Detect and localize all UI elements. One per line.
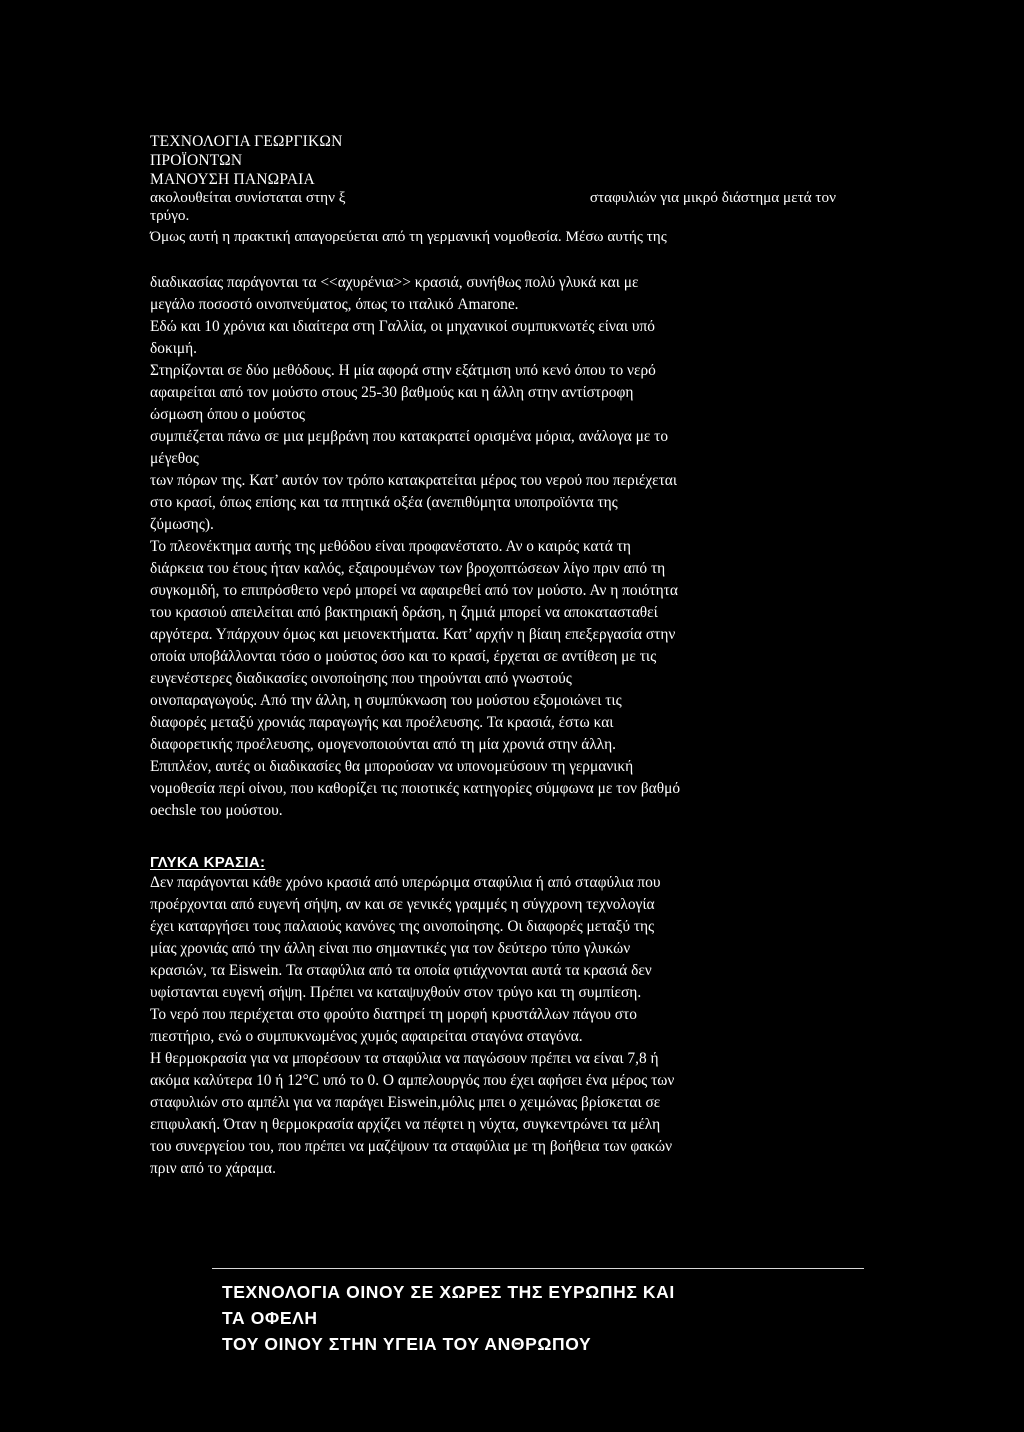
body-line: Το πλεονέκτημα αυτής της μεθόδου είναι προφανέστατο. Αν ο καιρός κατά τη [150,538,631,555]
body-line: Το νερό που περιέχεται στο φρούτο διατηρεί τη μορφή κρυστάλλων πάγου στο [150,1006,637,1023]
body-line: επιφυλακή. Όταν η θερμοκρασία αρχίζει να πέφτει η νύχτα, συγκεντρώνει τα μέλη [150,1116,661,1133]
intro-line: τρύγο. [150,207,190,224]
footer-title-line: ΤΕΧΝΟΛΟΓΙΑ ΟΙΝΟΥ ΣΕ ΧΩΡΕΣ ΤΗΣ ΕΥΡΩΠΗΣ ΚΑΙ [222,1282,675,1302]
header-author: ΜΑΝΟΥΣΗ ΠΑΝΩΡΑΙΑ [150,171,315,188]
body-line: ευγενέστερες διαδικασίες οινοποίησης που τηρούνται από γνωστούς [150,670,572,687]
intro-line: Όμως αυτή η πρακτική απαγορεύεται από τη γερμανική νομοθεσία. Μέσω αυτής της [150,228,667,245]
body-line: σταφυλιών στο αμπέλι για να παράγει Eiswein,μόλις μπει ο χειμώνας βρίσκεται σε [150,1094,661,1111]
concentration-paragraph [150,272,850,822]
body-line: μεγάλο ποσοστό οινοπνεύματος, όπως το ιταλικό Amarone. [150,296,519,313]
document-page [150,132,850,1180]
intro-split-left: ακολουθείται συνίσταται στην ξ [150,189,346,206]
body-line: στο κρασί, όπως επίσης και τα πτητικά οξέα (ανεπιθύμητα υποπροϊόντα της [150,494,618,511]
body-line: μέγεθος [150,450,199,467]
body-line: συγκομιδή, το επιπρόσθετο νερό μπορεί να αφαιρεθεί από τον μούστο. Αν η ποιότητα [150,582,678,599]
footer-title-line: ΤΟΥ ΟΙΝΟΥ ΣΤΗΝ ΥΓΕΙΑ ΤΟΥ ΑΝΘΡΩΠΟΥ [222,1334,592,1354]
body-line: ώσμωση όπου ο μούστος [150,406,306,423]
spacer [150,822,850,848]
body-line: oechsle του μούστου. [150,802,283,819]
body-line: διάρκεια του έτους ήταν καλός, εξαιρουμένων των βροχοπτώσεων λίγο πριν από τη [150,560,666,577]
body-line: του κρασιού απειλείται από βακτηριακή δράση, η ζημιά μπορεί να αποκατασταθεί [150,604,658,621]
body-line: Επιπλέον, αυτές οι διαδικασίες θα μπορούσαν να υπονομεύσουν τη γερμανική [150,758,634,775]
body-line: αργότερα. Υπάρχουν όμως και μειονεκτήματα. Κατ’ αρχήν η βίαιη επεξεργασία στην [150,626,676,643]
body-line: Στηρίζονται σε δύο μεθόδους. Η μία αφορά στην εξάτμιση υπό κενό όπου το νερό [150,362,656,379]
body-line: Δεν παράγονται κάθε χρόνο κρασιά από υπερώριμα σταφύλια ή από σταφύλια που [150,874,661,891]
body-line: διαφορετικής προέλευσης, ομογενοποιούνται από τη μία χρονιά στην άλλη. [150,736,617,753]
header-course-title-cont: ΠΡΟΪΟΝΤΩΝ [150,152,243,169]
body-line: ακόμα καλύτερα 10 ή 12°C υπό το 0. Ο αμπελουργός που έχει αφήσει ένα μέρος των [150,1072,675,1089]
body-line: αφαιρείται από τον μούστο στους 25-30 βαθμούς και η άλλη στην αντίστροφη [150,384,634,401]
body-line: μίας χρονιάς από την άλλη είναι πιο σημαντικές για τον δεύτερο τύπο γλυκών [150,940,631,957]
body-line: υφίστανται ευγενή σήψη. Πρέπει να καταψυχθούν στον τρύγο και τη συμπίεση. [150,984,642,1001]
body-line: συμπιέζεται πάνω σε μια μεμβράνη που κατακρατεί ορισμένα μόρια, ανάλογα με το [150,428,669,445]
body-line: Εδώ και 10 χρόνια και ιδιαίτερα στη Γαλλία, οι μηχανικοί συμπυκνωτές είναι υπό [150,318,656,335]
body-line: πιεστήριο, ενώ ο συμπυκνωμένος χυμός αφαιρείται σταγόνα σταγόνα. [150,1028,583,1045]
body-line: διαφορές μεταξύ χρονιάς παραγωγής και προέλευσης. Τα κρασιά, έστω και [150,714,614,731]
body-line: ζύμωσης). [150,516,214,533]
body-line: οποία υποβάλλονται τόσο ο μούστος όσο και το κρασί, έρχεται σε αντίθεση με τις [150,648,657,665]
body-line: προέρχονται από ευγενή σήψη, αν και σε γενικές γραμμές η σύγχρονη τεχνολογία [150,896,655,913]
body-line: Η θερμοκρασία για να μπορέσουν τα σταφύλια να παγώσουν πρέπει να είναι 7,8 ή [150,1050,659,1067]
spacer [150,246,850,272]
body-line: των πόρων της. Κατ’ αυτόν τον τρόπο κατακρατείται μέρος του νερού που περιέχεται [150,472,678,489]
intro-split-line [150,189,840,207]
body-line: οινοπαραγωγούς. Από την άλλη, η συμπύκνωση του μούστου εξομοιώνει τις [150,692,622,709]
document-header [150,132,850,189]
footer-title-block [212,1268,864,1357]
intro-split-right: σταφυλιών για μικρό διάστημα μετά τον [589,189,836,206]
intro-paragraph [150,189,850,246]
body-line: έχει καταργήσει τους παλαιούς κανόνες της οινοποίησης. Οι διαφορές μεταξύ της [150,918,655,935]
body-line: νομοθεσία περί οίνου, που καθορίζει τις ποιοτικές κατηγορίες σύμφωνα με τον βαθμό [150,780,681,797]
body-line: πριν από το χάραμα. [150,1160,276,1177]
sweet-wines-section [150,854,850,1180]
section-heading: ΓΛΥΚΑ ΚΡΑΣΙΑ: [150,854,266,871]
body-line: διαδικασίας παράγονται τα <<αχυρένια>> κρασιά, συνήθως πολύ γλυκά και με [150,274,639,291]
header-course-title: ΤΕΧΝΟΛΟΓΙΑ ΓΕΩΡΓΙΚΩΝ [150,133,343,150]
body-line: κρασιών, τα Eiswein. Τα σταφύλια από τα οποία φτιάχνονται αυτά τα κρασιά δεν [150,962,652,979]
footer-divider [212,1268,864,1269]
body-line: δοκιμή. [150,340,197,357]
footer-title-line: ΤΑ ΟΦΕΛΗ [222,1308,318,1328]
body-line: του συνεργείου του, που πρέπει να μαζέψουν τα σταφύλια με τη βοήθεια των φακών [150,1138,673,1155]
